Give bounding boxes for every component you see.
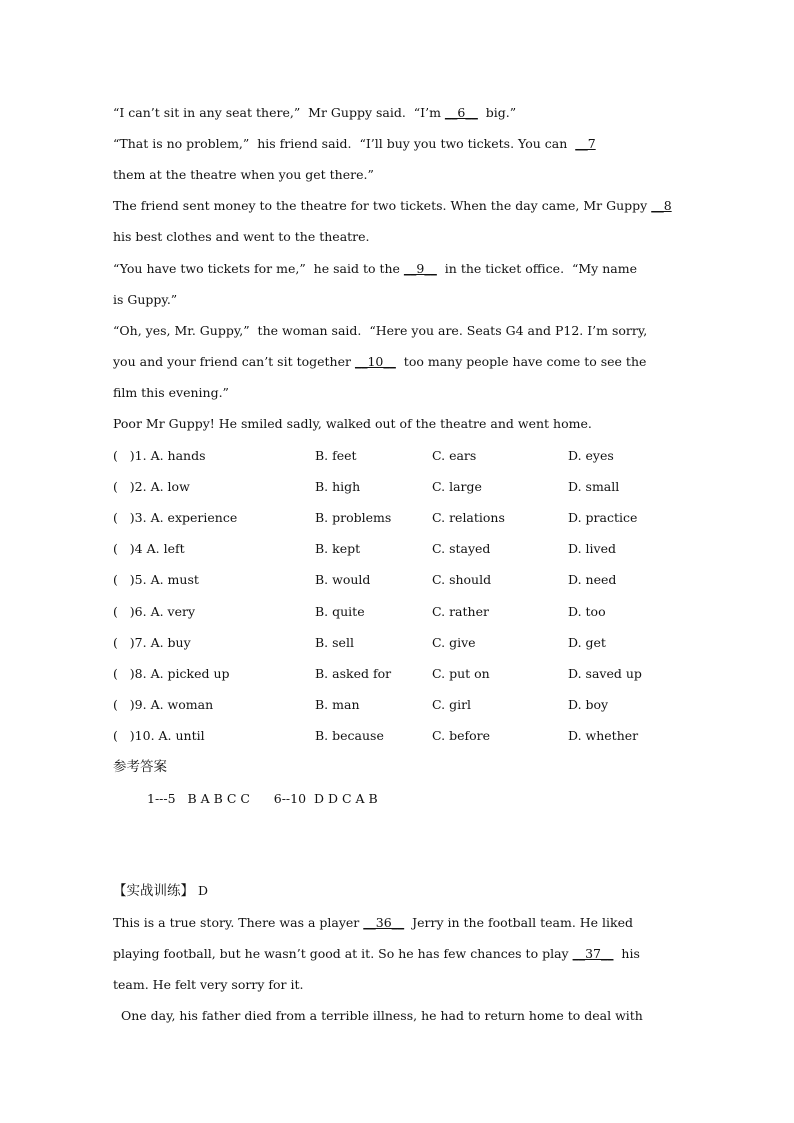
- section-heading-label: 【实战训练】: [113, 883, 194, 899]
- question-option-c: C. give: [432, 634, 476, 650]
- answer-blank: __36__: [363, 915, 405, 930]
- passage-text: Jerry in the football team. He liked: [404, 915, 634, 930]
- passage-a-line: [113, 415, 592, 433]
- passage-a-line: [113, 291, 177, 309]
- question-option-b: B. man: [315, 696, 360, 712]
- question-option-a: ( )8. A. picked up: [113, 665, 230, 681]
- question-option-d: D. eyes: [568, 448, 614, 463]
- question-option-c: C. girl: [432, 696, 472, 712]
- passage-text: big.”: [477, 105, 517, 120]
- passage-text: too many people have come to see the: [395, 353, 647, 369]
- question-option-a: ( )10. A. until: [113, 727, 205, 743]
- section-heading: [113, 882, 208, 900]
- question-option-a: ( )1. A. hands: [113, 448, 206, 463]
- question-option-c: C. relations: [432, 510, 505, 526]
- question-option-b: B. quite: [315, 603, 365, 619]
- question-option-a: ( )5. A. must: [113, 572, 199, 588]
- question-option-c: C. ears: [432, 448, 477, 463]
- passage-a-line: [113, 353, 646, 371]
- passage-text: you and your friend can’t sit together: [113, 353, 355, 369]
- question-option-d: D. boy: [568, 696, 609, 712]
- question-option-b: B. because: [315, 727, 384, 743]
- passage-a-line: [113, 197, 672, 215]
- answer-blank: __37__: [572, 946, 614, 962]
- passage-b-line: [113, 976, 303, 994]
- passage-b-line: [113, 945, 640, 963]
- passage-text: “You have two tickets for me,” he said to the: [113, 260, 404, 276]
- passage-text: “I can’t sit in any seat there,” Mr Guppy said. “I’m: [113, 105, 445, 120]
- answer-blank: __6__: [444, 105, 478, 120]
- passage-a-line: [113, 104, 516, 122]
- question-option-b: B. high: [315, 479, 361, 495]
- passage-a-line: [113, 384, 229, 402]
- question-option-c: C. before: [432, 727, 490, 743]
- passage-text: film this evening.”: [113, 384, 229, 400]
- question-option-b: B. feet: [315, 448, 357, 463]
- passage-a-line: [113, 135, 596, 153]
- question-option-d: D. lived: [568, 541, 616, 557]
- passage-text: is Guppy.”: [113, 291, 178, 307]
- question-option-b: B. problems: [315, 510, 392, 526]
- question-option-a: ( )9. A. woman: [113, 696, 214, 712]
- passage-a-line: [113, 166, 374, 184]
- passage-text: team. He felt very sorry for it.: [113, 977, 304, 993]
- passage-text: his best clothes and went to the theatre.: [113, 229, 370, 245]
- question-option-c: C. large: [432, 479, 482, 495]
- question-option-b: B. asked for: [315, 665, 392, 681]
- answer-key: 1---5 B A B C C 6--10 D D C A B: [147, 791, 378, 806]
- passage-b-line: [113, 914, 633, 932]
- answer-blank: __9__: [403, 260, 437, 276]
- passage-text: playing football, but he wasn’t good at it. So he has few chances to play: [113, 946, 573, 962]
- passage-text: his: [613, 946, 640, 962]
- question-option-d: D. saved up: [568, 665, 642, 681]
- question-option-a: ( )2. A. low: [113, 479, 190, 495]
- passage-text: them at the theatre when you get there.”: [113, 167, 374, 183]
- passage-b-line: [113, 1007, 643, 1025]
- passage-text: “That is no problem,” his friend said. “I’ll buy you two tickets. You can: [113, 136, 576, 152]
- question-option-a: ( )7. A. buy: [113, 634, 191, 650]
- passage-text: The friend sent money to the theatre for two tickets. When the day came, Mr Guppy: [113, 198, 652, 214]
- question-option-c: C. rather: [432, 603, 489, 619]
- passage-text: One day, his father died from a terrible illness, he had to return home to deal with: [113, 1008, 643, 1024]
- passage-text: “Oh, yes, Mr. Guppy,” the woman said. “Here you are. Seats G4 and P12. I’m sorry,: [113, 322, 648, 338]
- question-option-a: ( )3. A. experience: [113, 510, 238, 526]
- answer-heading: 参考答案: [113, 759, 167, 775]
- passage-a-line: [113, 228, 370, 246]
- passage-text: in the ticket office. “My name: [436, 260, 637, 276]
- answer-blank: __10__: [354, 353, 396, 369]
- question-option-b: B. sell: [315, 634, 354, 650]
- question-option-b: B. would: [315, 572, 371, 588]
- question-option-c: C. put on: [432, 665, 490, 681]
- question-option-d: D. too: [568, 603, 606, 619]
- question-option-d: D. get: [568, 634, 606, 650]
- question-option-c: C. stayed: [432, 541, 491, 557]
- passage-a-line: [113, 260, 637, 278]
- passage-text: This is a true story. There was a player: [113, 915, 364, 930]
- question-option-d: D. small: [568, 479, 620, 495]
- passage-a-line: [113, 322, 647, 340]
- question-option-d: D. need: [568, 572, 617, 588]
- question-option-a: ( )6. A. very: [113, 603, 196, 619]
- question-option-b: B. kept: [315, 541, 361, 557]
- question-option-d: D. whether: [568, 727, 639, 743]
- question-option-a: ( )4 A. left: [113, 541, 185, 557]
- passage-text: Poor Mr Guppy! He smiled sadly, walked out of the theatre and went home.: [113, 416, 592, 431]
- answer-blank: __7: [575, 136, 596, 152]
- question-option-d: D. practice: [568, 510, 638, 526]
- answer-blank: __8: [651, 198, 672, 214]
- question-option-c: C. should: [432, 572, 492, 588]
- section-letter: D: [194, 883, 208, 898]
